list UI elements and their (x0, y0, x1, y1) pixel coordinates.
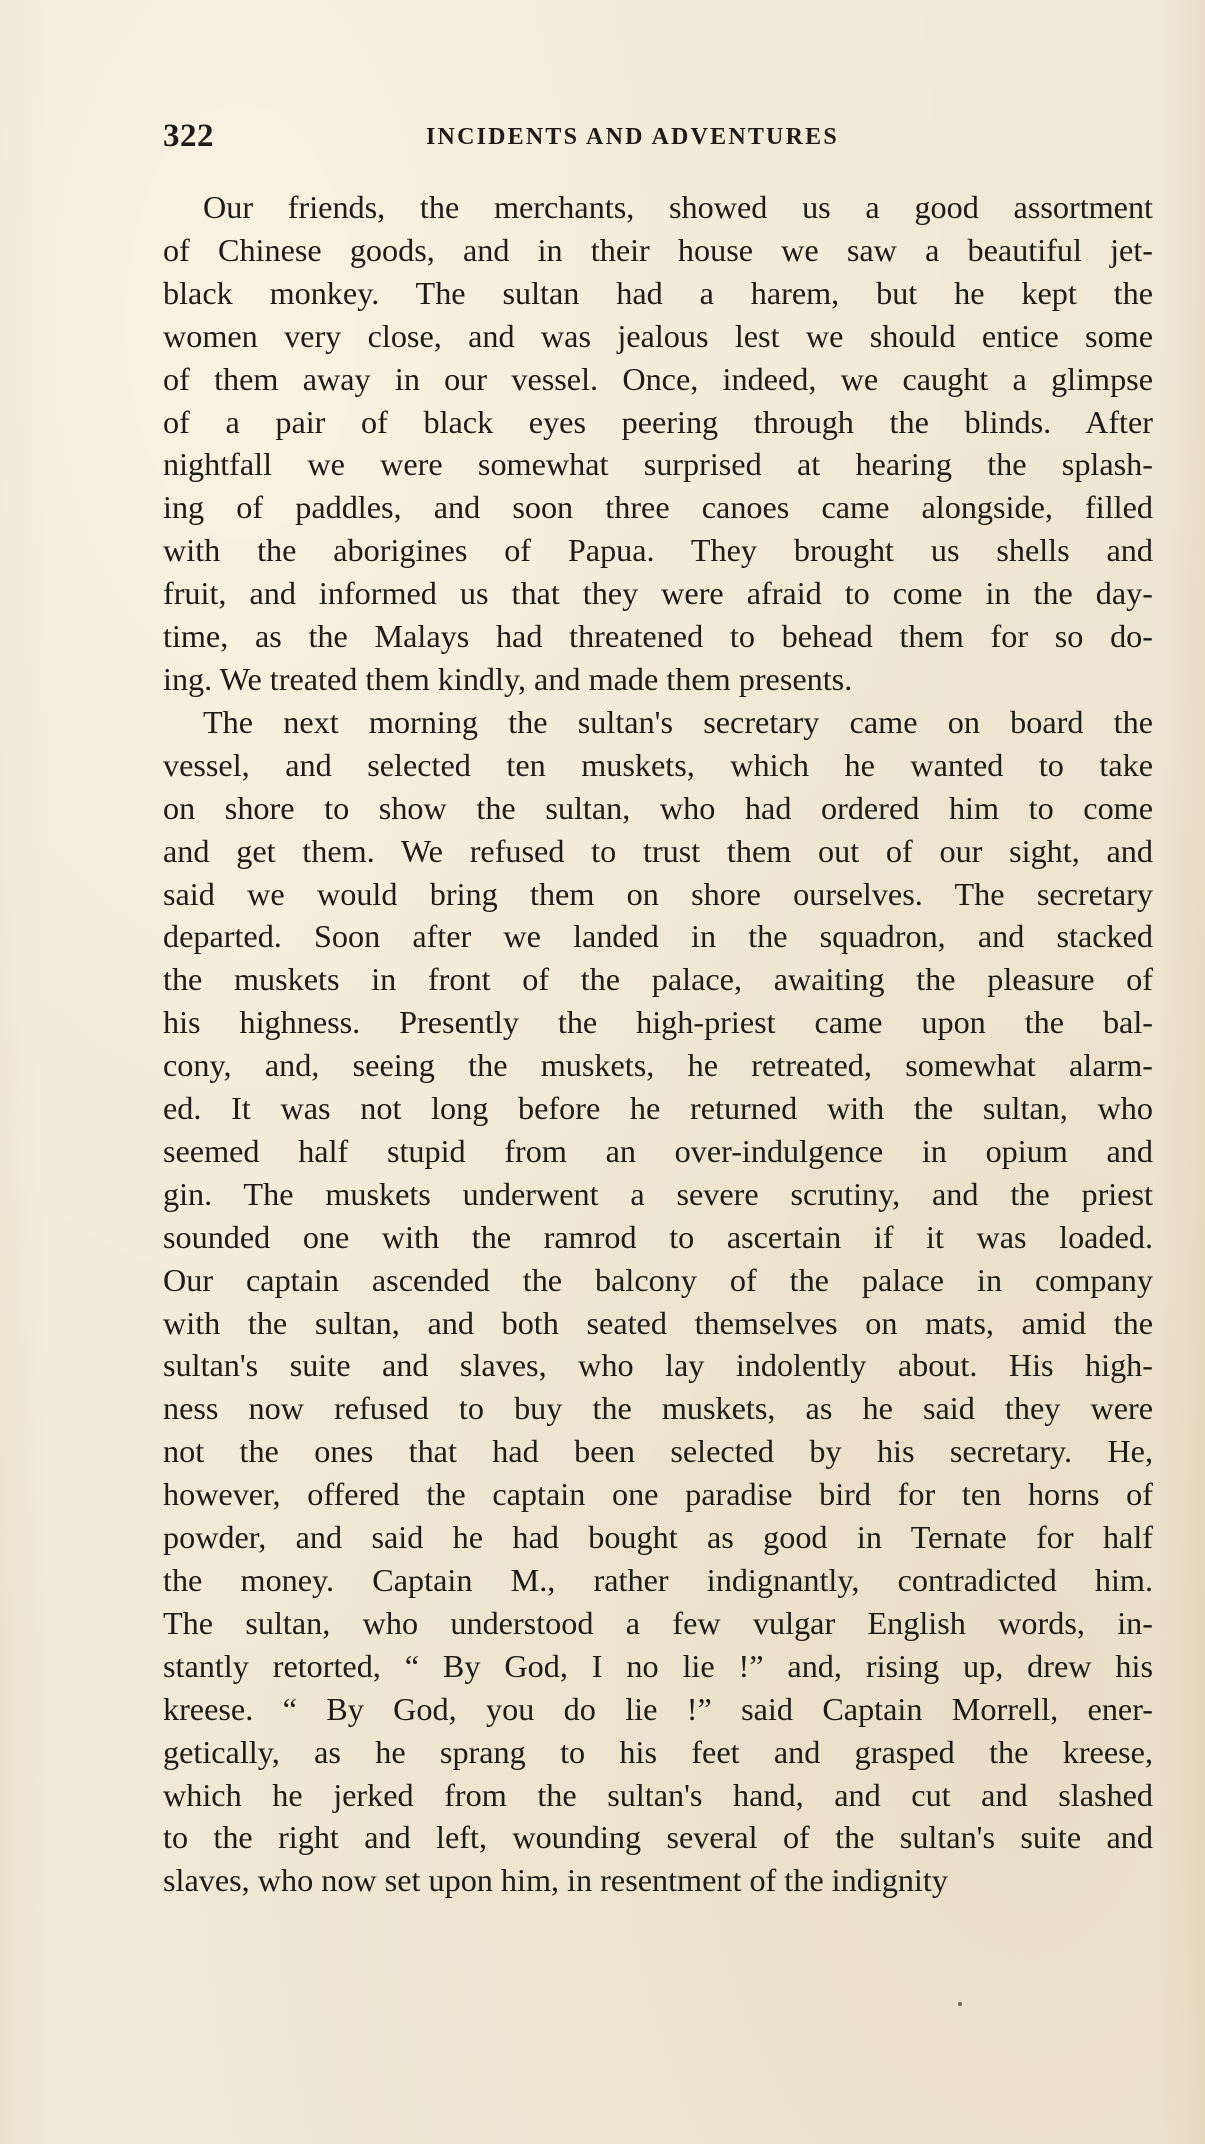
text-line: said we would bring them on shore ourselves. The secretary (163, 875, 1153, 912)
text-line: of Chinese goods, and in their house we saw a beautiful jet- (163, 231, 1153, 268)
text-line: kreese. “ By God, you do lie !” said Captain Morrell, ener- (163, 1690, 1153, 1727)
text-line: getically, as he sprang to his feet and grasped the kreese, (163, 1733, 1153, 1770)
text-line: cony, and, seeing the muskets, he retreated, somewhat alarm- (163, 1047, 1153, 1084)
text-line: ing of paddles, and soon three canoes came alongside, filled (163, 489, 1153, 526)
text-line: departed. Soon after we landed in the squadron, and stacked (163, 918, 1153, 955)
paragraph-1 (163, 186, 1153, 701)
text-line: ed. It was not long before he returned with the sultan, who (163, 1090, 1153, 1127)
body-text (163, 186, 1153, 1902)
text-line: however, offered the captain one paradise bird for ten horns of (163, 1476, 1153, 1513)
text-line: stantly retorted, “ By God, I no lie !” and, rising up, drew his (163, 1647, 1153, 1684)
page-number: 322 (163, 118, 214, 154)
text-line: vessel, and selected ten muskets, which he wanted to take (163, 746, 1153, 783)
text-line: Our captain ascended the balcony of the palace in company (163, 1261, 1153, 1298)
text-line: gin. The muskets underwent a severe scrutiny, and the priest (163, 1175, 1153, 1212)
text-line: sounded one with the ramrod to ascertain if it was loaded. (163, 1218, 1153, 1255)
text-line: fruit, and informed us that they were afraid to come in the day- (163, 575, 1153, 612)
text-line: with the aborigines of Papua. They brought us shells and (163, 532, 1153, 569)
paragraph-2 (163, 701, 1153, 1902)
text-line: the muskets in front of the palace, awaiting the pleasure of (163, 961, 1153, 998)
text-line: of them away in our vessel. Once, indeed, we caught a glimpse (163, 360, 1153, 397)
paper-speck (958, 2002, 962, 2006)
text-line: ing. We treated them kindly, and made them presents. (163, 660, 853, 697)
running-title: INCIDENTS AND ADVENTURES (426, 124, 839, 150)
text-line: not the ones that had been selected by his secretary. He, (163, 1433, 1153, 1470)
text-line: with the sultan, and both seated themselves on mats, amid the (163, 1304, 1153, 1341)
text-line: time, as the Malays had threatened to behead them for so do- (163, 618, 1153, 655)
text-line: and get them. We refused to trust them out of our sight, and (163, 832, 1153, 869)
text-line: black monkey. The sultan had a harem, but he kept the (163, 274, 1153, 311)
text-line: ness now refused to buy the muskets, as he said they were (163, 1390, 1153, 1427)
text-line: Our friends, the merchants, showed us a good assortment (203, 189, 1153, 225)
text-line: sultan's suite and slaves, who lay indolently about. His high- (163, 1347, 1153, 1384)
text-line: The next morning the sultan's secretary came on board the (203, 703, 1153, 740)
text-line: on shore to show the sultan, who had ordered him to come (163, 789, 1153, 826)
text-line: his highness. Presently the high-priest came upon the bal- (163, 1004, 1153, 1041)
text-line: to the right and left, wounding several of the sultan's suite and (163, 1819, 1153, 1856)
text-line: of a pair of black eyes peering through the blinds. After (163, 403, 1153, 440)
text-line: slaves, who now set upon him, in resentment of the indignity (163, 1862, 948, 1899)
text-line: which he jerked from the sultan's hand, and cut and slashed (163, 1776, 1153, 1813)
text-line: powder, and said he had bought as good in Ternate for half (163, 1519, 1153, 1556)
text-line: seemed half stupid from an over-indulgence in opium and (163, 1132, 1153, 1169)
text-line: women very close, and was jealous lest we should entice some (163, 317, 1153, 354)
text-line: the money. Captain M., rather indignantly, contradicted him. (163, 1562, 1153, 1598)
running-head (163, 118, 1153, 162)
book-page (163, 118, 1153, 1902)
text-line: nightfall we were somewhat surprised at hearing the splash- (163, 446, 1153, 483)
text-line: The sultan, who understood a few vulgar English words, in- (163, 1604, 1153, 1641)
